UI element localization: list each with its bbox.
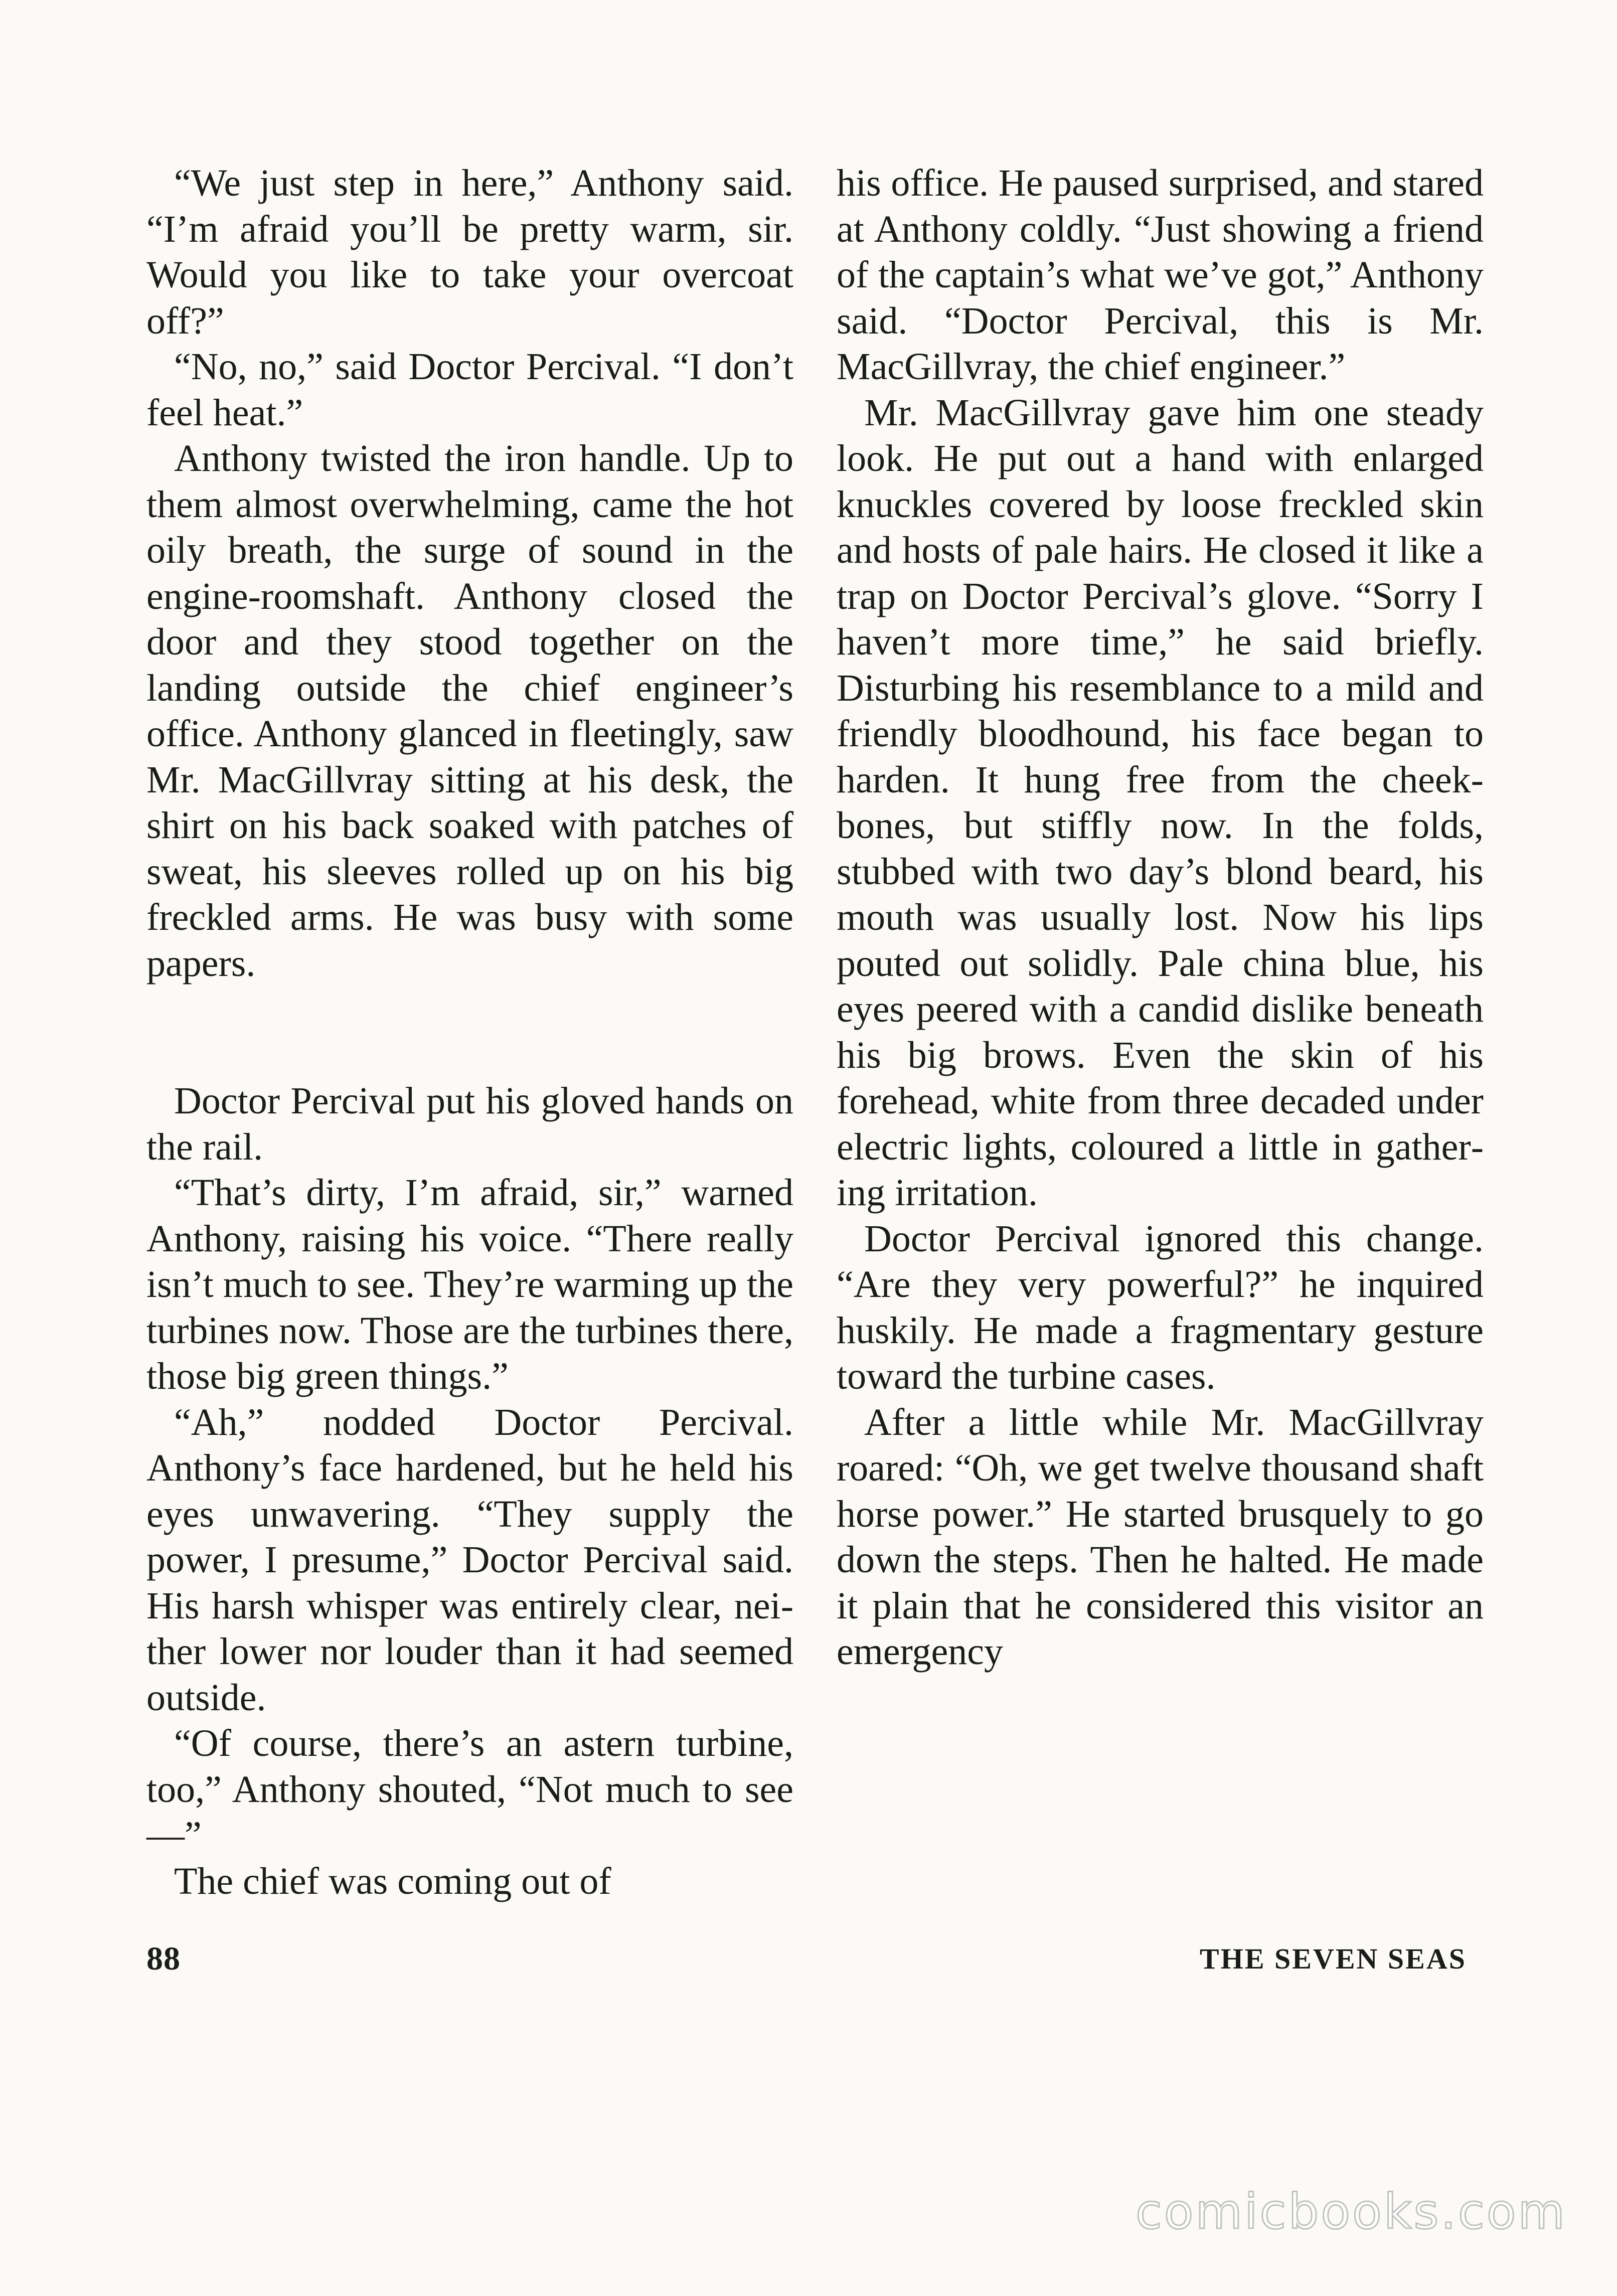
left-column-paragraph: “Of course, there’s an astern turbine, too,” Anthony shouted, “Not much to see —” (146, 1722, 793, 1856)
right-text-column (837, 160, 1484, 1675)
page-number: 88 (146, 1940, 181, 1977)
left-column-paragraph: “We just step in here,” Anthony said. “I’m afraid you’ll be pretty warm, sir. Would you like to take your overcoat off?” (146, 162, 793, 342)
right-column-paragraph: After a little while Mr. MacGillvray roared: “Oh, we get twelve thousand shaft horse power.” He started brusquely to go down the steps. Then he halted. He made it plain that he considered this visitor an emergency (837, 1401, 1484, 1673)
left-text-column (146, 160, 793, 1904)
right-column-paragraph: Mr. MacGillvray gave him one steady look. He put out a hand with enlarged knuckles covered by loose freckled skin and hosts of pale hairs. He closed it like a trap on Doctor Percival’s glove. “Sorry I haven’t more time,” he said briefly. Disturbing his resemblance to a mild and friendly bloodhound, his face began to harden. It hung free from the cheek-bones, but stiffly now. In the folds, stubbed with two day’s blond beard, his mouth was usually lost. Now his lips pouted out solidly. Pale china blue, his eyes peered with a candid dislike beneath his big brows. Even the skin of his forehead, white from three decaded under electric lights, coloured a little in gathering irritation. (837, 391, 1484, 1214)
left-column-paragraph: “Ah,” nodded Doctor Percival. Anthony’s face hardened, but he held his eyes unwavering. “They supply the power, I presume,” Doctor Percival said. His harsh whisper was entirely clear, neither lower nor louder than it had seemed outside. (146, 1401, 793, 1719)
left-column-paragraph: Doctor Percival put his gloved hands on the rail. (146, 1080, 793, 1168)
left-column-paragraph: “No, no,” said Doctor Percival. “I don’t feel heat.” (146, 346, 793, 434)
right-column-paragraph: Doctor Percival ignored this change. “Are they very powerful?” he inquired huskily. He made a fragmentary gesture toward the turbine cases. (837, 1217, 1484, 1397)
left-column-paragraph: “That’s dirty, I’m afraid, sir,” warned Anthony, raising his voice. “There really isn’t much to see. They’re warming up the turbines now. Those are the turbines there, those big green things.” (146, 1172, 793, 1397)
left-column-paragraph: Anthony twisted the iron handle. Up to them almost overwhelming, came the hot oily breath, the surge of sound in the engine-roomshaft. Anthony closed the door and they stood together on the landing outside the chief engineer’s office. Anthony glanced in fleetingly, saw Mr. MacGillvray sitting at his desk, the shirt on his back soaked with patches of sweat, his sleeves rolled up on his big freckled arms. He was busy with some papers. (146, 437, 793, 985)
right-column-paragraph: his office. He paused surprised, and stared at Anthony coldly. “Just showing a friend of the captain’s what we’ve got,” Anthony said. “Doctor Percival, this is Mr. MacGillvray, the chief engineer.” (837, 162, 1484, 388)
site-watermark: comicbooks.com (1135, 2184, 1567, 2240)
running-title: THE SEVEN SEAS (1200, 1942, 1467, 1975)
left-column-paragraph: The chief was coming out of (174, 1860, 611, 1902)
